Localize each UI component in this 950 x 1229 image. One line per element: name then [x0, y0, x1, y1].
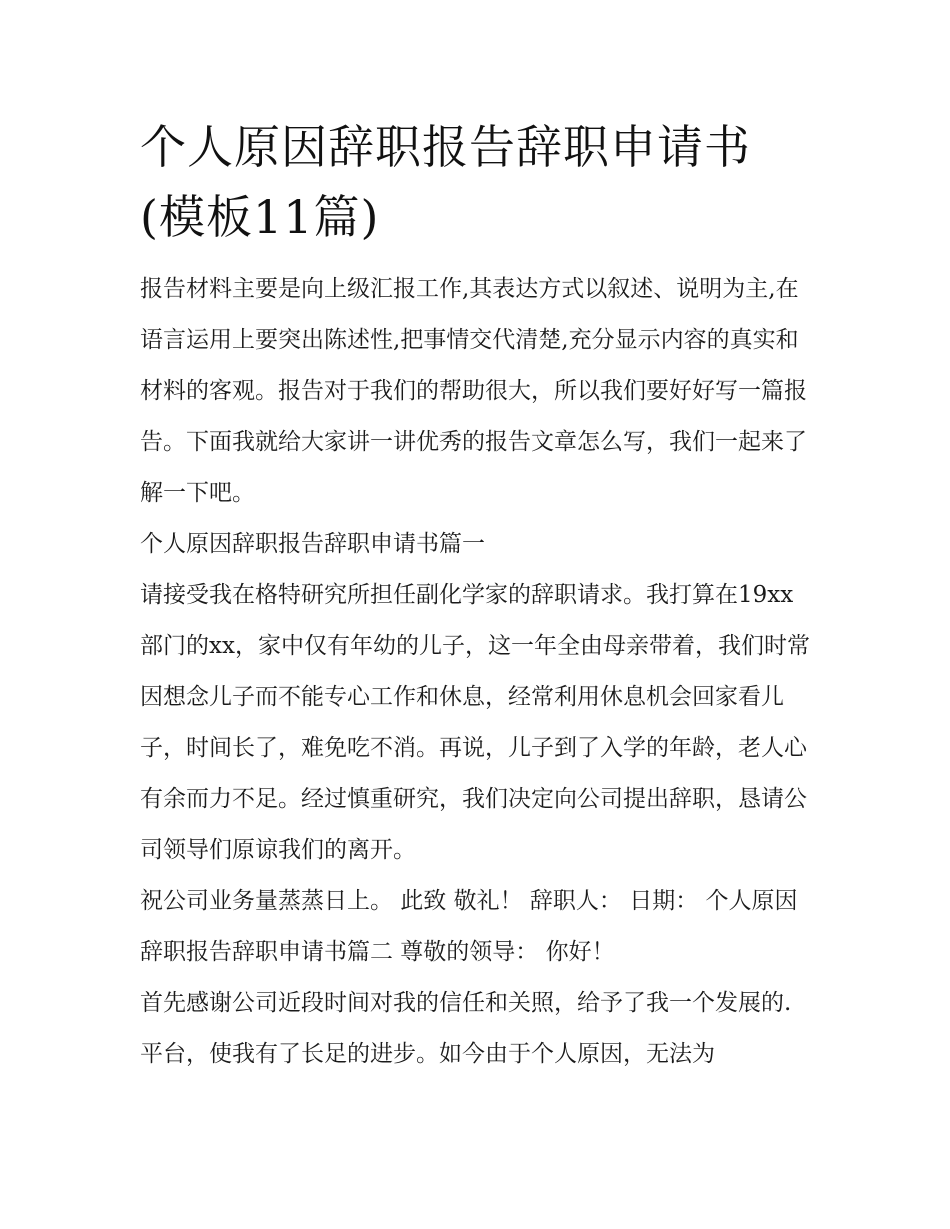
body-paragraph-1: 请接受我在格特研究所担任副化学家的辞职请求。我打算在19xx部门的xx，家中仅有年幼的儿子，这一年全由母亲带着，我们时常因想念儿子而不能专心工作和休息，经常利用休息机会回家看儿子，时间长了，难免吃不消。再说，儿子到了入学的年龄，老人心有余而力不足。经过慎重研究，我们决定向公司提出辞职，恳请公司领导们原谅我们的离开。 — [140, 582, 810, 863]
document-title: 个人原因辞职报告辞职申请书(模板11篇) — [140, 120, 751, 244]
body-paragraph-3: 首先感谢公司近段时间对我的信任和关照，给予了我一个发展的.平台，使我有了长足的进步。如今由于个人原因，无法为 — [140, 990, 792, 1067]
document-body — [140, 112, 812, 1080]
body-paragraph-2: 祝公司业务量蒸蒸日上。 此致 敬礼！ 辞职人： 日期： 个人原因辞职报告辞职申请书篇二 尊敬的领导： 你好！ — [140, 888, 798, 965]
section-heading-1: 个人原因辞职报告辞职申请书篇一 — [140, 531, 485, 557]
intro-paragraph: 报告材料主要是向上级汇报工作,其表达方式以叙述、说明为主,在语言运用上要突出陈述性,把事情交代清楚,充分显示内容的真实和材料的客观。报告对于我们的帮助很大，所以我们要好好写一篇报告。下面我就给大家讲一讲优秀的报告文章怎么写，我们一起来了解一下吧。 — [140, 276, 807, 506]
